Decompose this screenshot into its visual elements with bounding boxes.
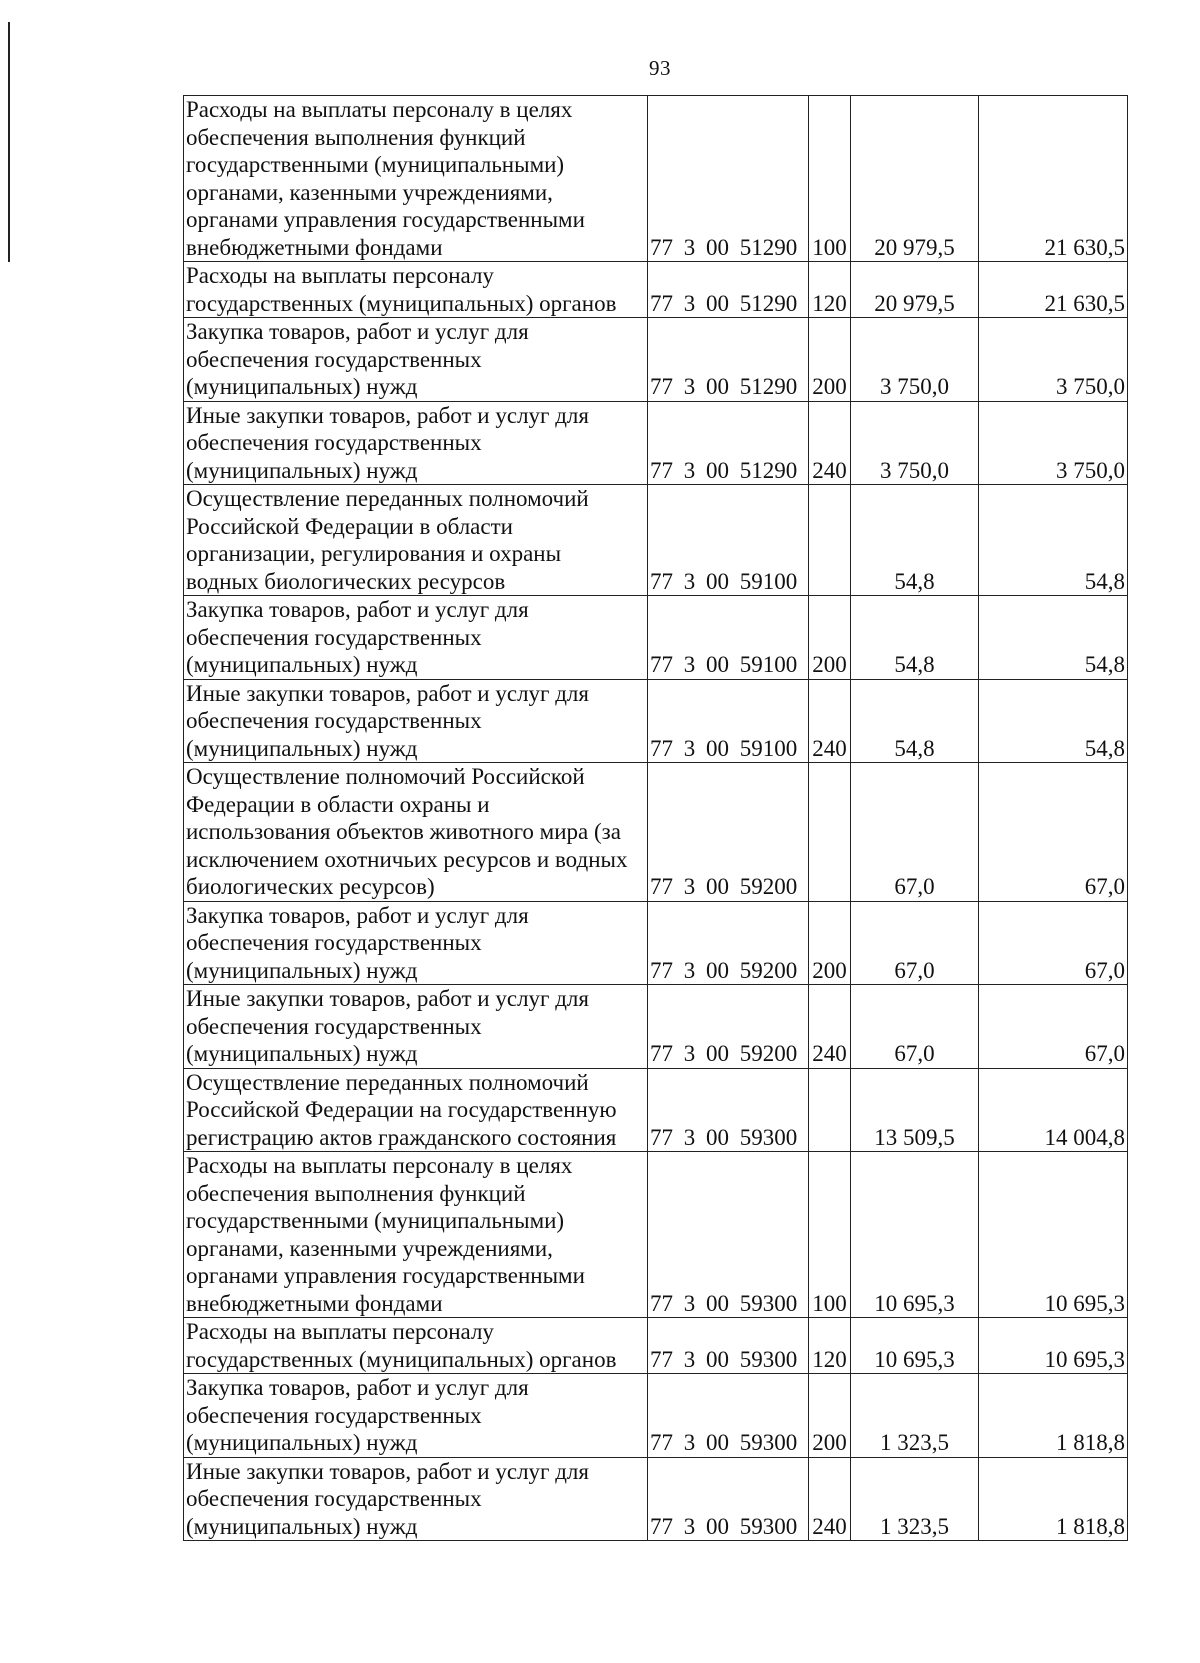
row-description: Расходы на выплаты персоналу в целях обеспечения выполнения функций государственными (муниципальными) органами, казенными учреждениями, органами управления государственными внебюджетными фондами <box>184 96 648 262</box>
table-row <box>184 679 1128 763</box>
expense-type-code: 200 <box>809 318 851 402</box>
amount-year-1: 10 695,3 <box>851 1152 979 1318</box>
target-article-code: 77 3 00 51290 <box>648 96 809 262</box>
amount-year-1: 67,0 <box>851 763 979 902</box>
target-article-code: 77 3 00 59300 <box>648 1318 809 1374</box>
amount-year-2: 21 630,5 <box>979 96 1128 262</box>
expense-type-code: 120 <box>809 1318 851 1374</box>
row-description: Иные закупки товаров, работ и услуг для обеспечения государственных (муниципальных) нужд <box>184 679 648 763</box>
amount-year-2: 3 750,0 <box>979 318 1128 402</box>
table-row <box>184 96 1128 262</box>
amount-year-2: 1 818,8 <box>979 1457 1128 1541</box>
target-article-code: 77 3 00 59200 <box>648 763 809 902</box>
amount-year-2: 54,8 <box>979 596 1128 680</box>
table-row <box>184 596 1128 680</box>
expense-type-code <box>809 763 851 902</box>
table-row <box>184 1068 1128 1152</box>
table-row <box>184 1374 1128 1458</box>
amount-year-1: 3 750,0 <box>851 318 979 402</box>
row-description: Расходы на выплаты персоналу в целях обеспечения выполнения функций государственными (муниципальными) органами, казенными учреждениями, органами управления государственными внебюджетными фондами <box>184 1152 648 1318</box>
amount-year-1: 54,8 <box>851 596 979 680</box>
amount-year-1: 67,0 <box>851 901 979 985</box>
amount-year-2: 14 004,8 <box>979 1068 1128 1152</box>
amount-year-2: 10 695,3 <box>979 1152 1128 1318</box>
row-description: Иные закупки товаров, работ и услуг для обеспечения государственных (муниципальных) нужд <box>184 401 648 485</box>
budget-table <box>183 95 1128 1541</box>
target-article-code: 77 3 00 59300 <box>648 1068 809 1152</box>
row-description: Осуществление переданных полномочий Российской Федерации в области организации, регулирования и охраны водных биологических ресурсов <box>184 485 648 596</box>
target-article-code: 77 3 00 59200 <box>648 985 809 1069</box>
table-row <box>184 763 1128 902</box>
expense-type-code: 100 <box>809 96 851 262</box>
expense-type-code: 240 <box>809 401 851 485</box>
target-article-code: 77 3 00 59300 <box>648 1374 809 1458</box>
row-description: Расходы на выплаты персоналу государственных (муниципальных) органов <box>184 1318 648 1374</box>
amount-year-1: 20 979,5 <box>851 96 979 262</box>
target-article-code: 77 3 00 59200 <box>648 901 809 985</box>
expense-type-code: 200 <box>809 1374 851 1458</box>
amount-year-2: 67,0 <box>979 901 1128 985</box>
target-article-code: 77 3 00 51290 <box>648 262 809 318</box>
expense-type-code: 240 <box>809 985 851 1069</box>
expense-type-code <box>809 485 851 596</box>
target-article-code: 77 3 00 59100 <box>648 679 809 763</box>
expense-type-code <box>809 1068 851 1152</box>
target-article-code: 77 3 00 59100 <box>648 596 809 680</box>
budget-table-body <box>184 96 1128 1541</box>
expense-type-code: 240 <box>809 1457 851 1541</box>
amount-year-1: 10 695,3 <box>851 1318 979 1374</box>
row-description: Закупка товаров, работ и услуг для обеспечения государственных (муниципальных) нужд <box>184 596 648 680</box>
target-article-code: 77 3 00 59300 <box>648 1152 809 1318</box>
amount-year-2: 67,0 <box>979 763 1128 902</box>
row-description: Иные закупки товаров, работ и услуг для обеспечения государственных (муниципальных) нужд <box>184 985 648 1069</box>
row-description: Закупка товаров, работ и услуг для обеспечения государственных (муниципальных) нужд <box>184 318 648 402</box>
expense-type-code: 120 <box>809 262 851 318</box>
row-description: Осуществление полномочий Российской Федерации в области охраны и использования объектов животного мира (за исключением охотничьих ресурсов и водных биологических ресурсов) <box>184 763 648 902</box>
expense-type-code: 200 <box>809 596 851 680</box>
row-description: Закупка товаров, работ и услуг для обеспечения государственных (муниципальных) нужд <box>184 901 648 985</box>
table-row <box>184 901 1128 985</box>
target-article-code: 77 3 00 59300 <box>648 1457 809 1541</box>
target-article-code: 77 3 00 51290 <box>648 401 809 485</box>
expense-type-code: 100 <box>809 1152 851 1318</box>
expense-type-code: 200 <box>809 901 851 985</box>
amount-year-1: 1 323,5 <box>851 1374 979 1458</box>
amount-year-1: 13 509,5 <box>851 1068 979 1152</box>
amount-year-2: 10 695,3 <box>979 1318 1128 1374</box>
table-row <box>184 401 1128 485</box>
row-description: Расходы на выплаты персоналу государственных (муниципальных) органов <box>184 262 648 318</box>
amount-year-1: 3 750,0 <box>851 401 979 485</box>
expense-type-code: 240 <box>809 679 851 763</box>
amount-year-1: 54,8 <box>851 485 979 596</box>
table-row <box>184 485 1128 596</box>
table-row <box>184 985 1128 1069</box>
row-description: Осуществление переданных полномочий Российской Федерации на государственную регистрацию актов гражданского состояния <box>184 1068 648 1152</box>
amount-year-2: 1 818,8 <box>979 1374 1128 1458</box>
target-article-code: 77 3 00 51290 <box>648 318 809 402</box>
amount-year-2: 54,8 <box>979 679 1128 763</box>
table-row <box>184 318 1128 402</box>
page-number: 93 <box>649 56 671 80</box>
amount-year-2: 3 750,0 <box>979 401 1128 485</box>
row-description: Закупка товаров, работ и услуг для обеспечения государственных (муниципальных) нужд <box>184 1374 648 1458</box>
target-article-code: 77 3 00 59100 <box>648 485 809 596</box>
table-row <box>184 262 1128 318</box>
table-row <box>184 1457 1128 1541</box>
table-row <box>184 1318 1128 1374</box>
table-row <box>184 1152 1128 1318</box>
amount-year-2: 21 630,5 <box>979 262 1128 318</box>
amount-year-1: 1 323,5 <box>851 1457 979 1541</box>
row-description: Иные закупки товаров, работ и услуг для обеспечения государственных (муниципальных) нужд <box>184 1457 648 1541</box>
amount-year-1: 67,0 <box>851 985 979 1069</box>
amount-year-1: 20 979,5 <box>851 262 979 318</box>
amount-year-2: 54,8 <box>979 485 1128 596</box>
amount-year-1: 54,8 <box>851 679 979 763</box>
amount-year-2: 67,0 <box>979 985 1128 1069</box>
